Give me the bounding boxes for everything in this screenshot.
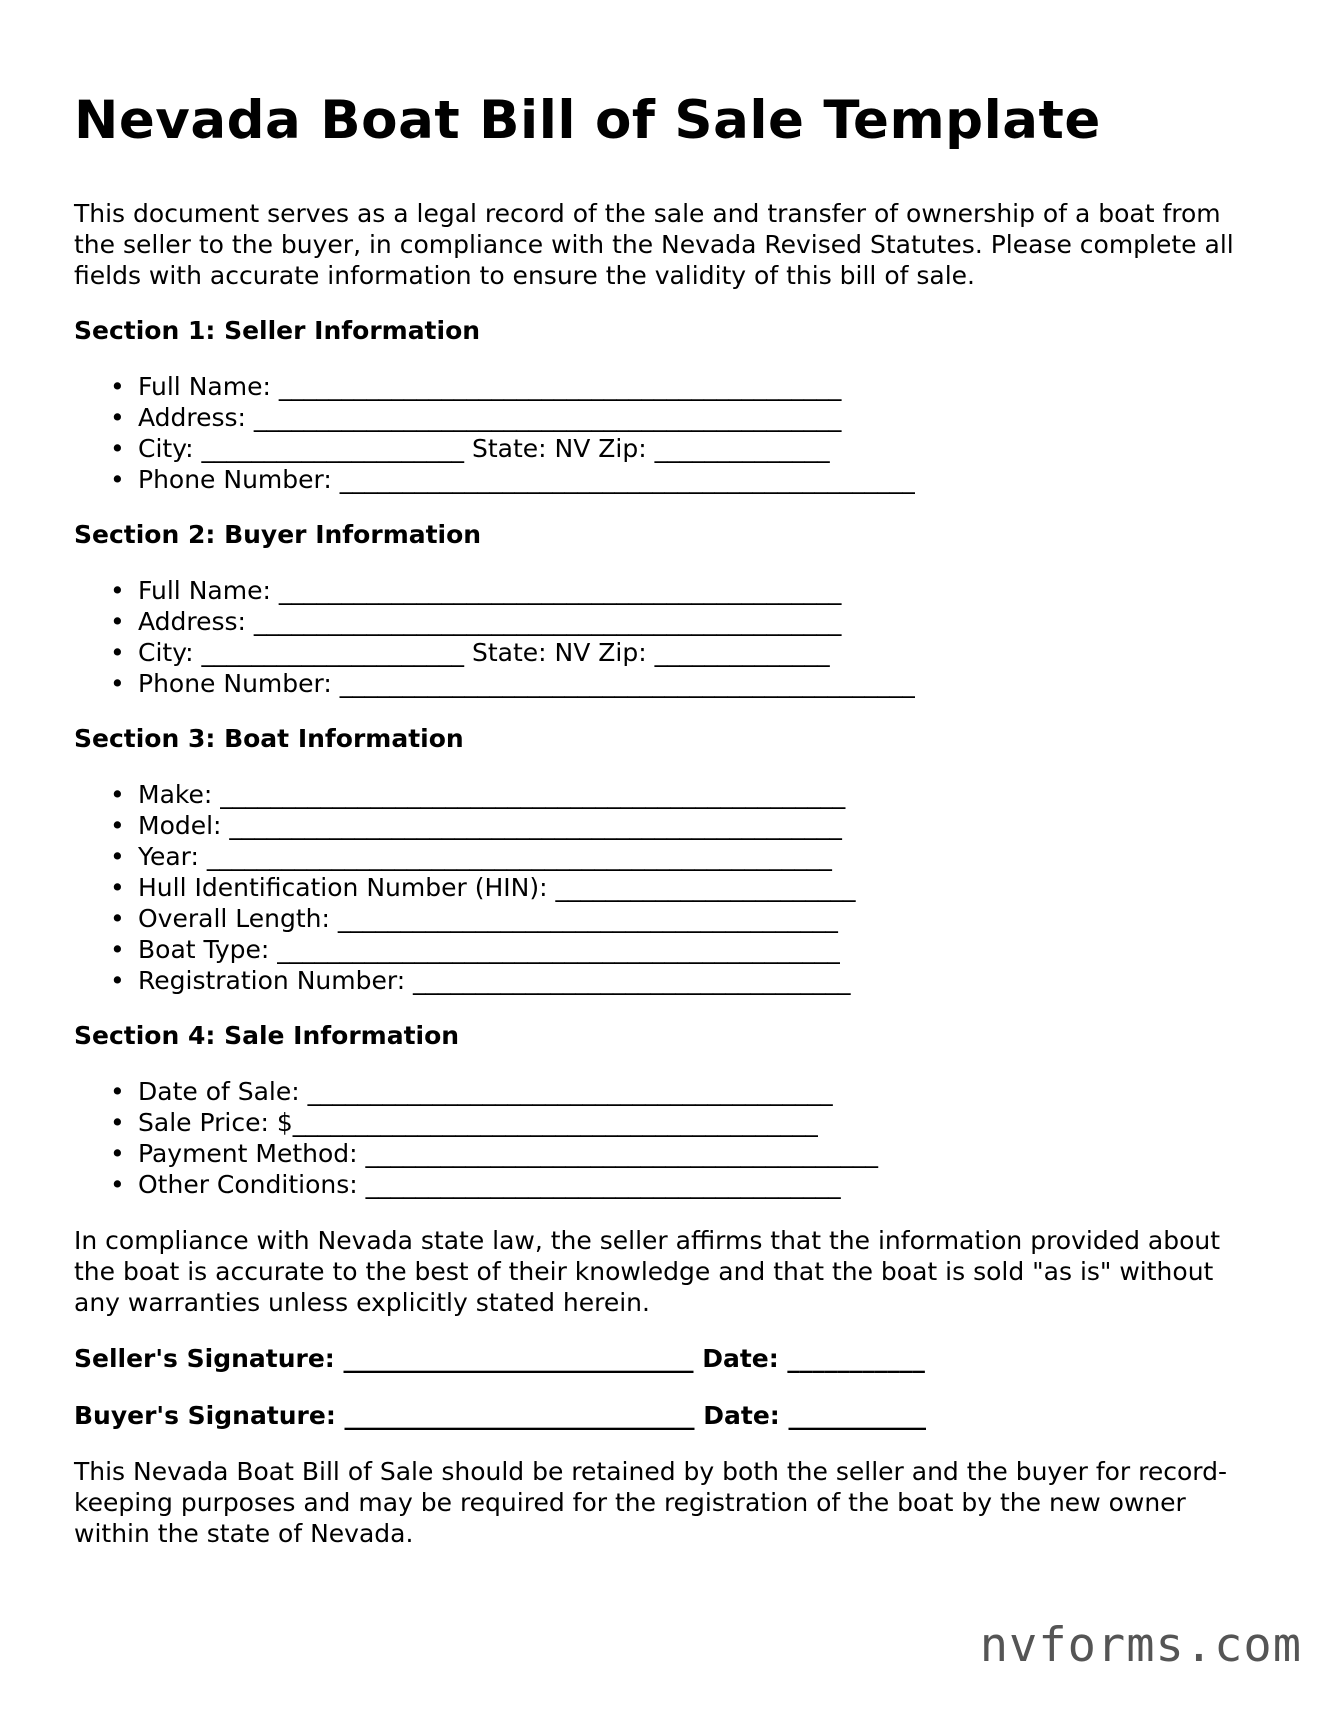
- buyer-signature-line[interactable]: Buyer's Signature: ____________________________ Date: ___________: [74, 1401, 926, 1430]
- bullet-icon: •: [110, 811, 125, 840]
- seller-phone-field[interactable]: • Phone Number: ______________________________________________: [110, 465, 915, 494]
- bullet-icon: •: [110, 935, 125, 964]
- bullet-icon: •: [110, 607, 125, 636]
- document-title: Nevada Boat Bill of Sale Template: [74, 90, 1101, 151]
- bullet-icon: •: [110, 372, 125, 401]
- buyer-full-name-field[interactable]: • Full Name: _____________________________________________: [110, 576, 842, 605]
- boat-model-field[interactable]: • Model: _________________________________________________: [110, 811, 842, 840]
- document-page: [74, 88, 1254, 1549]
- boat-hin-field[interactable]: • Hull Identification Number (HIN): ________________________: [110, 873, 856, 902]
- bullet-icon: •: [110, 576, 125, 605]
- bullet-icon: •: [110, 1108, 125, 1137]
- bullet-icon: •: [110, 966, 125, 995]
- seller-signature-line[interactable]: Seller's Signature: ____________________________ Date: ___________: [74, 1344, 925, 1373]
- section-1-heading: Section 1: Seller Information: [74, 316, 481, 345]
- bullet-icon: •: [110, 780, 125, 809]
- retention-paragraph: This Nevada Boat Bill of Sale should be retained by both the seller and the buyer for record-keeping purposes and may be required for the registration of the boat by the new owner within the state of Nevada.: [74, 1457, 1228, 1548]
- bullet-icon: •: [110, 638, 125, 667]
- buyer-address-field[interactable]: • Address: _______________________________________________: [110, 607, 842, 636]
- bullet-icon: •: [110, 465, 125, 494]
- boat-length-field[interactable]: • Overall Length: ________________________________________: [110, 904, 838, 933]
- site-watermark: nvforms.com: [979, 1618, 1302, 1673]
- compliance-paragraph: In compliance with Nevada state law, the seller affirms that the information provided about the boat is accurate to the best of their knowledge and that the boat is sold "as is" without any warranties unless explicitly stated herein.: [74, 1226, 1221, 1317]
- bullet-icon: •: [110, 1139, 125, 1168]
- seller-city-state-zip-field[interactable]: • City: _____________________ State: NV Zip: ______________: [110, 434, 830, 463]
- section-1-fields: [74, 371, 1254, 495]
- seller-address-field[interactable]: • Address: _______________________________________________: [110, 403, 842, 432]
- other-conditions-field[interactable]: • Other Conditions: ______________________________________: [110, 1170, 841, 1199]
- section-2-heading: Section 2: Buyer Information: [74, 520, 482, 549]
- intro-paragraph: This document serves as a legal record of the sale and transfer of ownership of a boat from the seller to the buyer, in compliance with the Nevada Revised Statutes. Please complete all fields with accurate information to ensure the validity of this bill of sale.: [74, 199, 1234, 290]
- section-4-fields: [74, 1076, 1254, 1200]
- boat-year-field[interactable]: • Year: __________________________________________________: [110, 842, 832, 871]
- boat-make-field[interactable]: • Make: __________________________________________________: [110, 780, 846, 809]
- seller-full-name-field[interactable]: • Full Name: _____________________________________________: [110, 372, 842, 401]
- section-3-fields: [74, 779, 1254, 996]
- bullet-icon: •: [110, 434, 125, 463]
- section-2-fields: [74, 575, 1254, 699]
- buyer-city-state-zip-field[interactable]: • City: _____________________ State: NV Zip: ______________: [110, 638, 830, 667]
- bullet-icon: •: [110, 873, 125, 902]
- payment-method-field[interactable]: • Payment Method: _________________________________________: [110, 1139, 879, 1168]
- bullet-icon: •: [110, 669, 125, 698]
- buyer-phone-field[interactable]: • Phone Number: ______________________________________________: [110, 669, 915, 698]
- section-4-heading: Section 4: Sale Information: [74, 1021, 460, 1050]
- sale-date-field[interactable]: • Date of Sale: __________________________________________: [110, 1077, 833, 1106]
- section-3-heading: Section 3: Boat Information: [74, 724, 464, 753]
- sale-price-field[interactable]: • Sale Price: $__________________________________________: [110, 1108, 818, 1137]
- bullet-icon: •: [110, 1170, 125, 1199]
- boat-registration-field[interactable]: • Registration Number: ___________________________________: [110, 966, 851, 995]
- bullet-icon: •: [110, 842, 125, 871]
- boat-type-field[interactable]: • Boat Type: _____________________________________________: [110, 935, 840, 964]
- bullet-icon: •: [110, 403, 125, 432]
- bullet-icon: •: [110, 904, 125, 933]
- bullet-icon: •: [110, 1077, 125, 1106]
